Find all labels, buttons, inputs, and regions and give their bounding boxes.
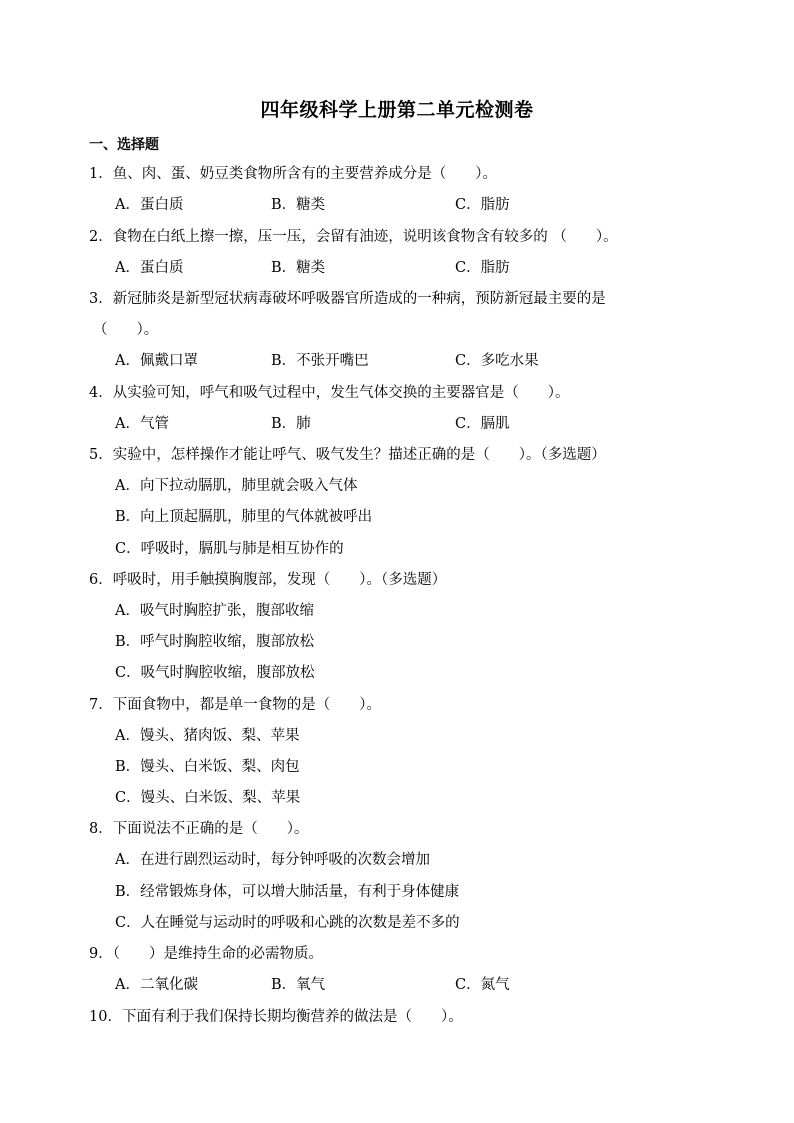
question-2-option-a: A．蛋白质 — [115, 260, 184, 276]
question-9-option-c: C．氮气 — [455, 977, 510, 993]
question-4-option-c: C．膈肌 — [455, 416, 510, 432]
question-6-option-a: A．吸气时胸腔扩张，腹部收缩 — [115, 603, 314, 619]
question-6-option-b: B．呼气时胸腔收缩，腹部放松 — [115, 634, 315, 650]
section-heading: 一、选择题 — [89, 137, 159, 153]
question-6: 6．呼吸时，用手触摸胸腹部，发现（ ）。（多选题） — [89, 572, 447, 588]
question-9-option-b: B．氧气 — [271, 977, 326, 993]
question-8: 8．下面说法不正确的是（ ）。 — [89, 821, 309, 837]
question-7: 7．下面食物中，都是单一食物的是（ ）。 — [89, 697, 381, 713]
page-title: 四年级科学上册第二单元检测卷 — [260, 99, 534, 121]
question-7-option-a: A．馒头、猪肉饭、梨、苹果 — [115, 728, 300, 744]
question-1-option-c: C．脂肪 — [455, 197, 510, 213]
question-6-option-c: C．吸气时胸腔收缩，腹部放松 — [115, 665, 315, 681]
question-5-option-b: B．向上顶起膈肌，肺里的气体就被呼出 — [115, 509, 373, 525]
question-1-option-a: A．蛋白质 — [115, 197, 184, 213]
question-4-option-b: B．肺 — [271, 416, 311, 432]
question-9-option-a: A．二氧化碳 — [115, 977, 198, 993]
question-4: 4．从实验可知，呼气和吸气过程中，发生气体交换的主要器官是（ ）。 — [89, 385, 570, 401]
question-2-option-b: B．糖类 — [271, 260, 326, 276]
question-5-option-c: C．呼吸时，膈肌与肺是相互协作的 — [115, 541, 344, 557]
question-1-option-b: B．糖类 — [271, 197, 326, 213]
question-8-option-b: B．经常锻炼身体，可以增大肺活量，有利于身体健康 — [115, 884, 460, 900]
question-3-continuation: （ ）。 — [93, 322, 159, 338]
question-3-option-a: A．佩戴口罩 — [115, 353, 198, 369]
question-3-option-b: B．不张开嘴巴 — [271, 353, 369, 369]
question-7-option-b: B．馒头、白米饭、梨、肉包 — [115, 759, 300, 775]
question-10: 10．下面有利于我们保持长期均衡营养的做法是（ ）。 — [89, 1009, 463, 1025]
question-7-option-c: C．馒头、白米饭、梨、苹果 — [115, 790, 301, 806]
question-1: 1．鱼、肉、蛋、奶豆类食物所含有的主要营养成分是（ ）。 — [89, 166, 497, 182]
question-8-option-a: A．在进行剧烈运动时，每分钟呼吸的次数会增加 — [115, 852, 430, 868]
question-2: 2．食物在白纸上擦一擦，压一压，会留有油迹，说明该食物含有较多的 （ ）。 — [89, 229, 618, 245]
question-3: 3．新冠肺炎是新型冠状病毒破坏呼吸器官所造成的一种病，预防新冠最主要的是 — [89, 291, 606, 307]
question-5: 5．实验中，怎样操作才能让呼气、吸气发生？描述正确的是（ ）。（多选题） — [89, 447, 606, 463]
question-8-option-c: C．人在睡觉与运动时的呼吸和心跳的次数是差不多的 — [115, 915, 460, 931]
question-4-option-a: A．气管 — [115, 416, 169, 432]
question-2-option-c: C．脂肪 — [455, 260, 510, 276]
question-5-option-a: A．向下拉动膈肌，肺里就会吸入气体 — [115, 478, 358, 494]
question-9: 9．（ ）是维持生命的必需物质。 — [89, 946, 323, 962]
question-3-option-c: C．多吃水果 — [455, 353, 539, 369]
